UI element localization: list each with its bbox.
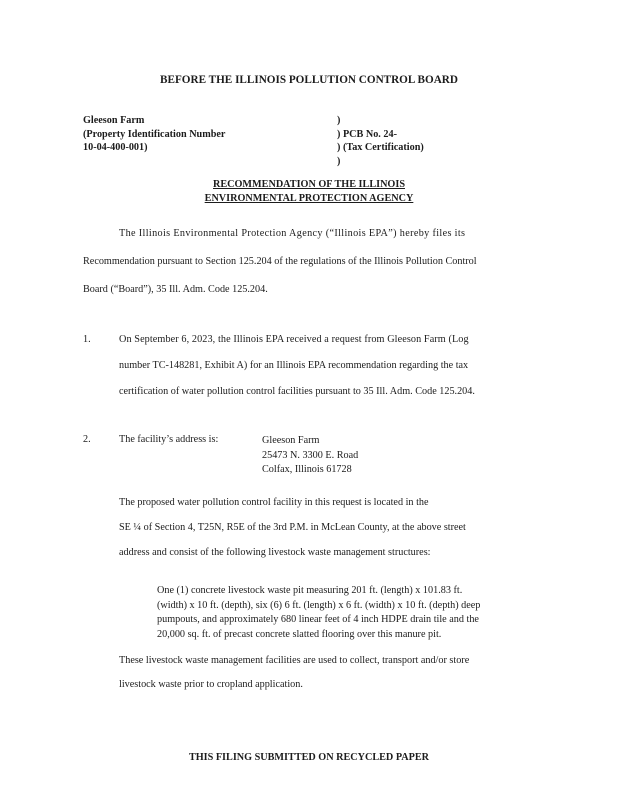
item-1-line: number TC-148281, Exhibit A) for an Illinois EPA recommendation regarding the tax <box>119 360 469 371</box>
address-line: Colfax, Illinois 61728 <box>262 464 352 475</box>
structures-line: (width) x 10 ft. (depth), six (6) 6 ft. (length) x 6 ft. (width) x 10 ft. (depth) deep <box>157 599 481 611</box>
case-caption-right <box>337 114 424 168</box>
caption-right-line: ) <box>337 155 341 167</box>
caption-left-line: (Property Identification Number <box>83 128 226 140</box>
location-line: SE ¼ of Section 4, T25N, R5E of the 3rd P.M. in McLean County, at the above street <box>119 522 466 533</box>
item-1-line: On September 6, 2023, the Illinois EPA received a request from Gleeson Farm (Log <box>119 334 469 345</box>
closing-line: livestock waste prior to cropland application. <box>119 679 303 690</box>
closing-line: These livestock waste management facilities are used to collect, transport and/or store <box>119 655 470 666</box>
board-heading: BEFORE THE ILLINOIS POLLUTION CONTROL BOARD <box>160 74 458 86</box>
intro-line-2: Recommendation pursuant to Section 125.204 of the regulations of the Illinois Pollution Control <box>83 256 477 267</box>
structures-line: One (1) concrete livestock waste pit measuring 201 ft. (length) x 101.83 ft. <box>157 585 463 596</box>
intro-line-3: Board (“Board”), 35 Ill. Adm. Code 125.204. <box>83 284 268 295</box>
caption-left-line: 10-04-400-001) <box>83 142 148 153</box>
title-line: ENVIRONMENTAL PROTECTION AGENCY <box>204 192 414 204</box>
structures-description <box>157 584 480 642</box>
case-caption-left <box>83 114 225 155</box>
item-1-line: certification of water pollution control facilities pursuant to 35 Ill. Adm. Code 125.204. <box>119 386 475 397</box>
item-1-number: 1. <box>83 334 91 345</box>
location-line: The proposed water pollution control facility in this request is located in the <box>119 497 429 508</box>
item-2-label: The facility’s address is: <box>119 434 219 445</box>
recycled-paper-footer: THIS FILING SUBMITTED ON RECYCLED PAPER <box>188 752 430 763</box>
item-2-number: 2. <box>83 434 91 445</box>
location-line: address and consist of the following livestock waste management structures: <box>119 547 431 558</box>
structures-line: 20,000 sq. ft. of precast concrete slatted flooring over this manure pit. <box>157 628 442 640</box>
title-line: RECOMMENDATION OF THE ILLINOIS <box>213 179 405 190</box>
caption-right-line: ) (Tax Certification) <box>337 142 424 153</box>
address-line: Gleeson Farm <box>262 435 320 446</box>
intro-line-1: The Illinois Environmental Protection Agency (“Illinois EPA”) hereby files its <box>119 228 466 239</box>
structures-line: pumpouts, and approximately 680 linear feet of 4 inch HDPE drain tile and the <box>157 614 479 625</box>
caption-right-line: ) PCB No. 24- <box>337 128 397 140</box>
caption-left-line: Gleeson Farm <box>83 115 145 126</box>
facility-address <box>262 434 358 478</box>
caption-right-line: ) <box>337 115 341 126</box>
document-title <box>0 178 618 205</box>
address-line: 25473 N. 3300 E. Road <box>262 449 359 461</box>
